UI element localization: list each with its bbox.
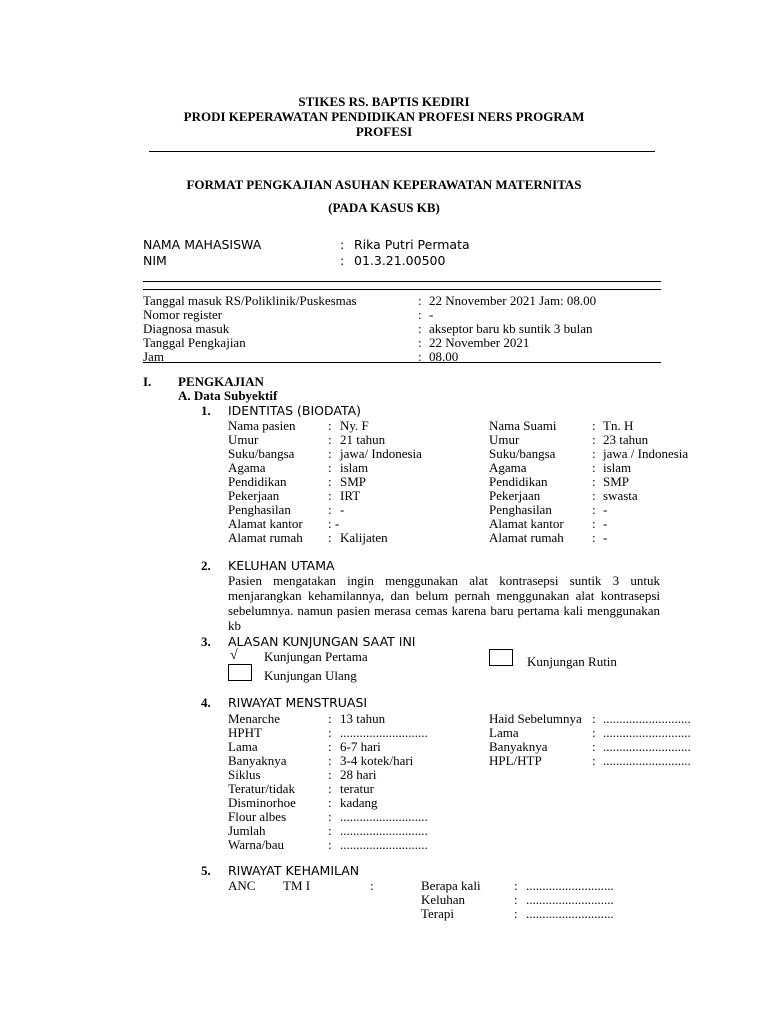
husband-field-colon: : [592, 474, 596, 489]
husband-field-value: Tn. H [603, 418, 634, 433]
patient-field-label: Alamat rumah [228, 530, 303, 545]
patient-field-colon: : - [328, 516, 340, 531]
menstruation-field-colon: : [328, 767, 332, 782]
visit-option-repeat-checkbox[interactable] [228, 664, 252, 681]
s5-title: RIWAYAT KEHAMILAN [228, 863, 360, 878]
admission-label: Tanggal Pengkajian [143, 335, 246, 350]
husband-field-value: jawa / Indonesia [603, 446, 689, 461]
pregnancy-field-label: Keluhan [421, 892, 466, 907]
husband-field-label: Alamat kantor [489, 516, 564, 531]
admission-value: 22 November 2021 [429, 335, 530, 350]
admission-value: 22 Nnovember 2021 Jam: 08.00 [429, 293, 597, 308]
husband-field-label: Umur [489, 432, 520, 447]
husband-field-label: Pekerjaan [489, 488, 541, 503]
pregnancy-field-colon: : [514, 906, 518, 921]
patient-field-colon: : [328, 446, 332, 461]
patient-field-label: Pendidikan [228, 474, 287, 489]
menstruation-right-colon: : [592, 725, 596, 740]
menstruation-field-value: ........................... [340, 837, 428, 852]
patient-field-colon: : [328, 502, 332, 517]
s5-number: 5. [201, 863, 211, 878]
student-name-value: Rika Putri Permata [354, 237, 470, 252]
patient-field-value: Ny. F [340, 418, 369, 433]
pregnancy-field-colon: : [514, 878, 518, 893]
husband-field-colon: : [592, 432, 596, 447]
husband-field-label: Suku/bangsa [489, 446, 556, 461]
husband-field-value: swasta [603, 488, 638, 503]
patient-field-label: Pekerjaan [228, 488, 280, 503]
menstruation-field-label: Banyaknya [228, 753, 287, 768]
s1-title: IDENTITAS (BIODATA) [228, 403, 362, 418]
menstruation-right-value: ........................... [603, 753, 691, 768]
menstruation-right-label: Banyaknya [489, 739, 548, 754]
patient-field-label: Umur [228, 432, 259, 447]
husband-field-label: Penghasilan [489, 502, 552, 517]
menstruation-right-label: Lama [489, 725, 519, 740]
patient-field-label: Penghasilan [228, 502, 291, 517]
menstruation-field-label: Warna/bau [228, 837, 284, 852]
admission-value: akseptor baru kb suntik 3 bulan [429, 321, 593, 336]
menstruation-field-colon: : [328, 739, 332, 754]
patient-field-colon: : [328, 488, 332, 503]
husband-field-value: - [603, 530, 608, 545]
husband-field-colon: : [592, 516, 596, 531]
admission-top-divider [143, 289, 661, 290]
menstruation-field-colon: : [328, 823, 332, 838]
s3-number: 3. [201, 634, 211, 649]
menstruation-right-label: HPL/HTP [489, 753, 542, 768]
admission-label: Nomor register [143, 307, 223, 322]
menstruation-field-label: Disminorhoe [228, 795, 296, 810]
program-name-continued: PROFESI [355, 124, 413, 139]
institution-name: STIKES RS. BAPTIS KEDIRI [298, 94, 470, 109]
husband-field-colon: : [592, 418, 596, 433]
admission-colon: : [418, 321, 422, 336]
pregnancy-field-value: ........................... [526, 878, 614, 893]
patient-field-label: Alamat kantor [228, 516, 303, 531]
pregnancy-field-colon: : [514, 892, 518, 907]
trimester-label: TM I [283, 878, 311, 893]
husband-field-value: - [603, 502, 608, 517]
husband-field-value: 23 tahun [603, 432, 649, 447]
s4-title: RIWAYAT MENSTRUASI [228, 695, 368, 710]
husband-field-label: Agama [489, 460, 527, 475]
menstruation-field-value: 6-7 hari [340, 739, 381, 754]
s2-number: 2. [201, 558, 211, 573]
menstruation-field-colon: : [328, 837, 332, 852]
s4-number: 4. [201, 695, 211, 710]
menstruation-right-colon: : [592, 753, 596, 768]
husband-field-value: SMP [603, 474, 630, 489]
program-name: PRODI KEPERAWATAN PENDIDIKAN PROFESI NERS PROGRAM [183, 109, 585, 124]
menstruation-field-label: Lama [228, 739, 258, 754]
menstruation-field-label: Menarche [228, 711, 280, 726]
header-divider [149, 151, 655, 152]
s2-title: KELUHAN UTAMA [228, 558, 335, 573]
menstruation-field-value: teratur [340, 781, 374, 796]
menstruation-field-value: 28 hari [340, 767, 377, 782]
check-mark-icon: √ [230, 648, 238, 663]
admission-value: 08.00 [429, 349, 459, 364]
form-title: FORMAT PENGKAJIAN ASUHAN KEPERAWATAN MATERNITAS [186, 177, 582, 192]
subsection-title: A. Data Subyektif [178, 388, 278, 403]
section-title: PENGKAJIAN [178, 374, 264, 389]
admission-value: - [429, 307, 434, 322]
student-nim-label: NIM [143, 253, 167, 268]
student-name-label: NAMA MAHASISWA [143, 237, 262, 252]
husband-field-label: Alamat rumah [489, 530, 564, 545]
patient-field-colon: : [328, 474, 332, 489]
trimester-colon: : [370, 878, 374, 893]
husband-field-colon: : [592, 446, 596, 461]
menstruation-field-colon: : [328, 753, 332, 768]
husband-field-colon: : [592, 502, 596, 517]
visit-option-routine: Kunjungan Rutin [527, 654, 617, 669]
menstruation-field-value: ........................... [340, 725, 428, 740]
menstruation-field-value: ........................... [340, 809, 428, 824]
menstruation-field-colon: : [328, 795, 332, 810]
husband-field-label: Nama Suami [489, 418, 557, 433]
husband-field-label: Pendidikan [489, 474, 548, 489]
pregnancy-field-label: Berapa kali [421, 878, 481, 893]
menstruation-field-colon: : [328, 725, 332, 740]
patient-field-value: 21 tahun [340, 432, 386, 447]
menstruation-field-label: Siklus [228, 767, 261, 782]
patient-field-value: - [340, 502, 345, 517]
admission-colon: : [418, 307, 422, 322]
menstruation-field-colon: : [328, 781, 332, 796]
patient-field-value: SMP [340, 474, 367, 489]
admission-label: Tanggal masuk RS/Poliklinik/Puskesmas [143, 293, 357, 308]
admission-colon: : [418, 335, 422, 350]
admission-bottom-divider [143, 362, 661, 363]
student-nim-colon: : [340, 253, 345, 268]
patient-field-value: IRT [340, 488, 361, 503]
menstruation-right-label: Haid Sebelumnya [489, 711, 582, 726]
menstruation-right-value: ........................... [603, 711, 691, 726]
menstruation-field-label: Flour albes [228, 809, 287, 824]
admission-label: Diagnosa masuk [143, 321, 230, 336]
s3-title: ALASAN KUNJUNGAN SAAT INI [228, 634, 416, 649]
husband-field-colon: : [592, 460, 596, 475]
patient-field-value: islam [340, 460, 369, 475]
menstruation-field-value: kadang [340, 795, 378, 810]
anc-label: ANC [228, 878, 256, 893]
patient-field-colon: : [328, 530, 332, 545]
menstruation-field-value: 13 tahun [340, 711, 386, 726]
pregnancy-field-label: Terapi [421, 906, 455, 921]
patient-field-colon: : [328, 418, 332, 433]
student-divider [143, 281, 661, 282]
patient-field-label: Suku/bangsa [228, 446, 295, 461]
patient-field-value: jawa/ Indonesia [340, 446, 422, 461]
admission-colon: : [418, 349, 422, 364]
pregnancy-field-value: ........................... [526, 906, 614, 921]
menstruation-right-colon: : [592, 711, 596, 726]
patient-field-colon: : [328, 460, 332, 475]
menstruation-right-value: ........................... [603, 725, 691, 740]
visit-option-repeat: Kunjungan Ulang [264, 668, 357, 683]
pregnancy-field-value: ........................... [526, 892, 614, 907]
patient-field-label: Agama [228, 460, 266, 475]
patient-field-value: Kalijaten [340, 530, 388, 545]
menstruation-field-value: ........................... [340, 823, 428, 838]
menstruation-right-colon: : [592, 739, 596, 754]
menstruation-right-value: ........................... [603, 739, 691, 754]
menstruation-field-colon: : [328, 809, 332, 824]
admission-colon: : [418, 293, 422, 308]
husband-field-colon: : [592, 530, 596, 545]
s1-number: 1. [201, 403, 211, 418]
menstruation-field-label: HPHT [228, 725, 262, 740]
patient-field-colon: : [328, 432, 332, 447]
menstruation-field-value: 3-4 kotek/hari [340, 753, 414, 768]
section-number: I. [143, 374, 152, 389]
student-name-colon: : [340, 237, 345, 252]
student-nim-value: 01.3.21.00500 [354, 253, 446, 268]
visit-option-routine-checkbox[interactable] [489, 649, 513, 666]
form-subtitle: (PADA KASUS KB) [328, 200, 440, 215]
husband-field-colon: : [592, 488, 596, 503]
husband-field-value: - [603, 516, 608, 531]
menstruation-field-colon: : [328, 711, 332, 726]
visit-option-first: Kunjungan Pertama [264, 649, 368, 664]
husband-field-value: islam [603, 460, 632, 475]
patient-field-label: Nama pasien [228, 418, 296, 433]
admission-label: Jam [143, 349, 164, 364]
menstruation-field-label: Jumlah [228, 823, 266, 838]
chief-complaint-text: Pasien mengatakan ingin menggunakan alat kontrasepsi suntik 3 untuk menjarangkan kehamilannya, dan belum pernah menggunakan alat kontrasepsi sebelumnya. namun pasien merasa cemas karena baru pertama kali menggunakan kb [228, 573, 660, 633]
menstruation-field-label: Teratur/tidak [228, 781, 295, 796]
